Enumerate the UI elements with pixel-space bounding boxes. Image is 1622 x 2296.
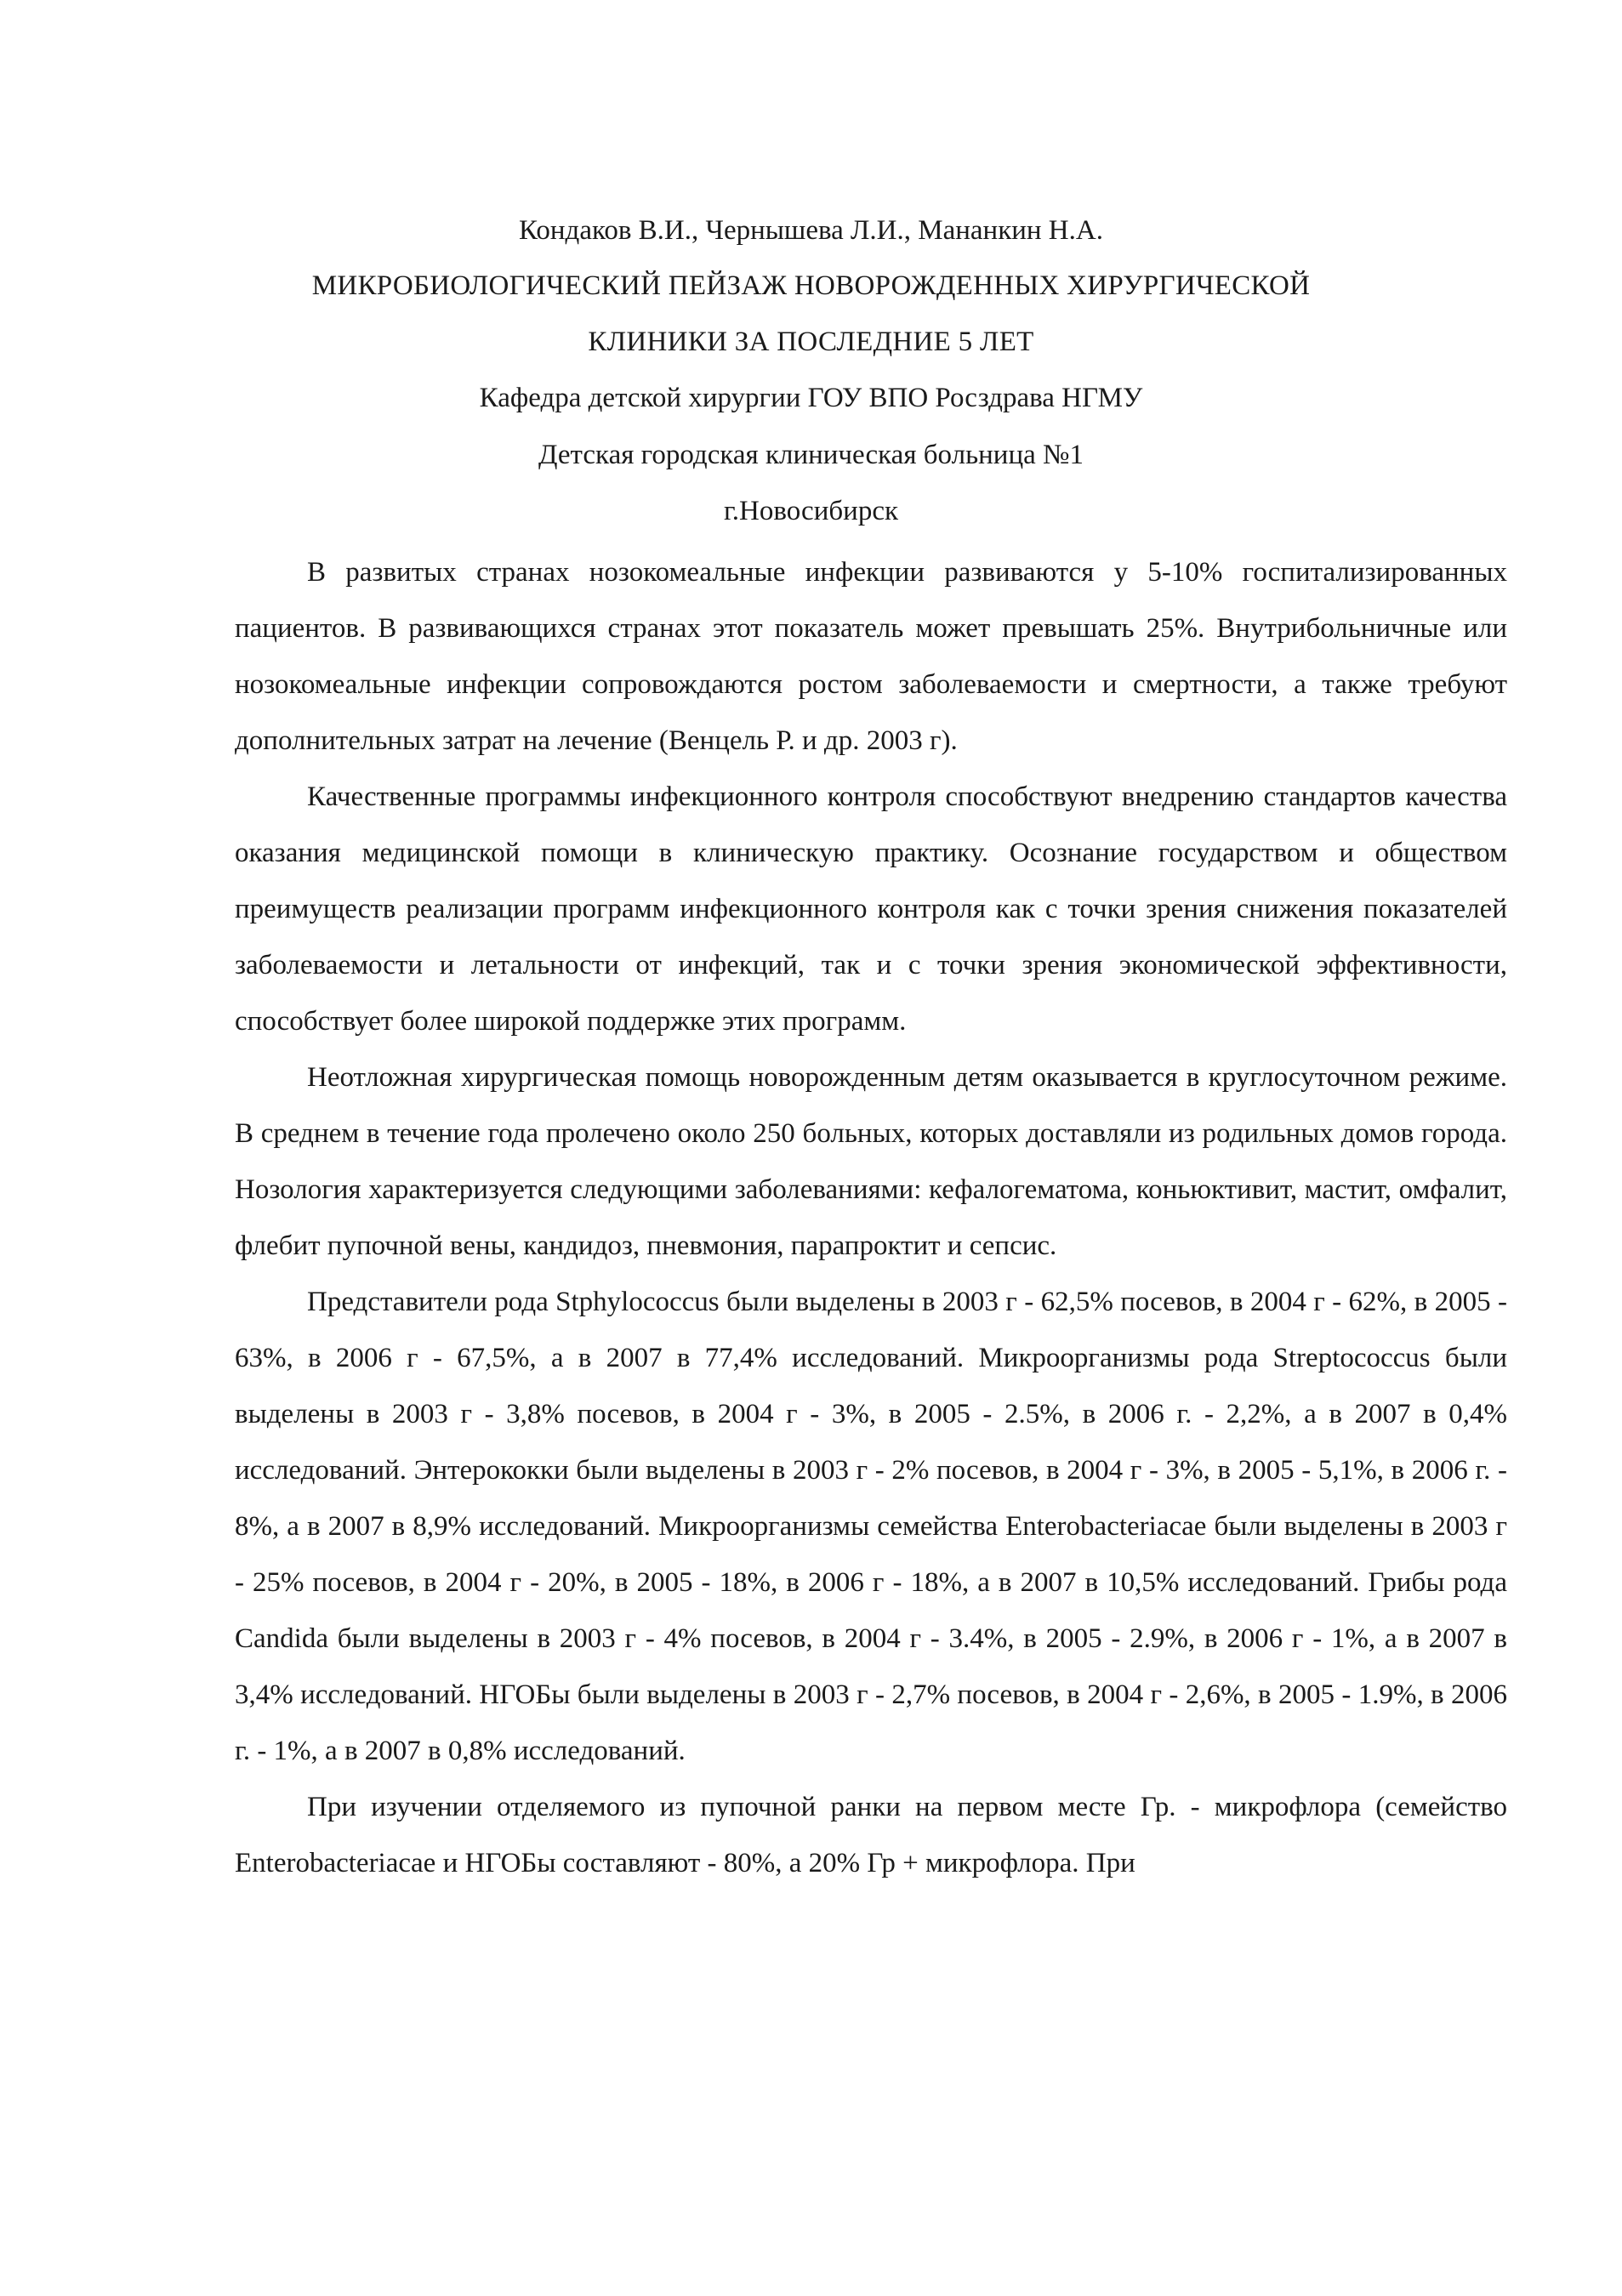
- paragraph-surgical-care: Неотложная хирургическая помощь новорожденным детям оказывается в круглосуточном режиме. В среднем в течение года пролечено около 250 больных, которых доставляли из родильных домов города. Нозология характеризуется следующими заболеваниями: кефалогематома, коньюктивит, мастит, омфалит, флебит пупочной вены, кандидоз, пневмония, парапроктит и сепсис.: [235, 1062, 1507, 1261]
- paragraph-infection-control: Качественные программы инфекционного контроля способствуют внедрению стандартов качества оказания медицинской помощи в клиническую практику. Осознание государством и обществом преимуществ реализации программ инфекционного контроля как с точки зрения снижения показателей заболеваемости и летальности от инфекций, так и с точки зрения экономической эффективности, способствует более широкой поддержке этих программ.: [235, 781, 1507, 1037]
- paper-title-line-2: КЛИНИКИ ЗА ПОСЛЕДНИЕ 5 ЛЕТ: [588, 327, 1034, 357]
- document-body: [235, 544, 1507, 1891]
- paragraph-microbiology-data: Представители рода Stphylococcus были выделены в 2003 г - 62,5% посевов, в 2004 г - 62%, в 2005 - 63%, в 2006 г - 67,5%, а в 2007 в 77,4% исследований. Микроорганизмы рода Streptococcus были выделены в 2003 г - 3,8% посевов, в 2004 г - 3%, в 2005 - 2.5%, в 2006 г. - 2,2%, а в 2007 в 0,4% исследований. Энтерококки были выделены в 2003 г - 2% посевов, в 2004 г - 3%, в 2005 - 5,1%, в 2006 г. - 8%, а в 2007 в 8,9% исследований. Микроорганизмы семейства Enterobacteriacae были выделены в 2003 г - 25% посевов, в 2004 г - 20%, в 2005 - 18%, в 2006 г - 18%, а в 2007 в 10,5% исследований. Грибы рода Candida были выделены в 2003 г - 4% посевов, в 2004 г - 3.4%, в 2005 - 2.9%, в 2006 г - 1%, а в 2007 в 3,4% исследований. НГОБы были выделены в 2003 г - 2,7% посевов, в 2004 г - 2,6%, в 2005 - 1.9%, в 2006 г. - 1%, а в 2007 в 0,8% исследований.: [235, 1287, 1507, 1766]
- authors-line: Кондаков В.И., Чернышева Л.И., Мананкин Н.А.: [519, 215, 1103, 246]
- affiliation-department: Кафедра детской хирургии ГОУ ВПО Росздрава НГМУ: [479, 383, 1143, 413]
- affiliation-city: г.Новосибирск: [723, 496, 898, 526]
- paper-title-line-1: МИКРОБИОЛОГИЧЕСКИЙ ПЕЙЗАЖ НОВОРОЖДЕННЫХ ХИРУРГИЧЕСКОЙ: [311, 270, 1311, 301]
- affiliation-hospital: Детская городская клиническая больница №1: [538, 440, 1084, 470]
- paragraph-umbilical-wound: При изучении отделяемого из пупочной ранки на первом месте Гр. - микрофлора (семейство Enterobacteriacae и НГОБы составляют - 80%, а 20% Гр + микрофлора. При: [235, 1792, 1507, 1878]
- paragraph-intro: В развитых странах нозокомеальные инфекции развиваются у 5-10% госпитализированных пациентов. В развивающихся странах этот показатель может превышать 25%. Внутрибольничные или нозокомеальные инфекции сопровождаются ростом заболеваемости и смертности, а также требуют дополнительных затрат на лечение (Венцель Р. и др. 2003 г).: [235, 557, 1507, 756]
